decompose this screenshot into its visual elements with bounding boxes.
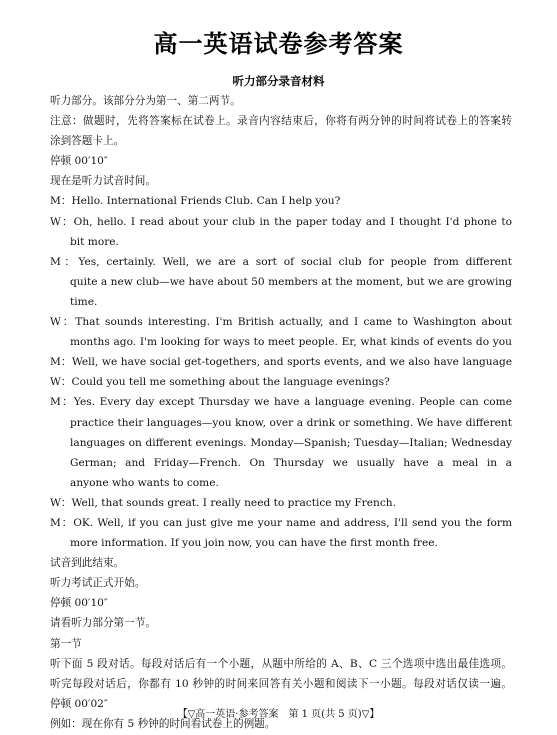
dialogue-line: W：Well, that sounds great. I really need to practice my French. — [50, 496, 396, 509]
dialogue-line: M：Hello. International Friends Club. Can I help you? — [50, 195, 341, 208]
text-line: 听下面 5 段对话。每段对话后有一个小题，从题中所给的 A、B、C 三个选项中选出最佳选项。 — [50, 657, 512, 670]
document-title: 高一英语试卷参考答案 — [153, 30, 404, 58]
document-body — [50, 91, 512, 734]
text-line: 听力部分。该部分分为第一、第二两节。 — [50, 95, 241, 107]
section-subtitle: 听力部分录音材料 — [232, 74, 325, 88]
dialogue-line: W：Could you tell me something about the language evenings? — [50, 376, 390, 389]
dialogue-line: quite a new club—we have about 50 members at the moment, but we are growing — [70, 275, 512, 288]
dialogue-line: months ago. I'm looking for ways to meet people. Er, what kinds of events do you — [70, 336, 512, 349]
text-line: 请看听力部分第一节。 — [50, 617, 156, 630]
dialogue-line: M：Yes. Every day except Thursday we have a language evening. People can come — [50, 396, 512, 409]
text-line: 停顿 00′10″ — [50, 597, 108, 610]
dialogue-line: bit more. — [70, 235, 119, 248]
dialogue-line: M：OK. Well, if you can just give me your name and address, I'll send you the form — [50, 516, 512, 529]
dialogue-line: languages on different evenings. Monday—Spanish; Tuesday—Italian; Wednesday — [70, 436, 512, 449]
text-line: 第一节 — [50, 637, 82, 650]
text-line: 例如：现在你有 5 秒钟的时间看试卷上的例题。 — [50, 717, 276, 730]
page-footer: 【▽高一英语·参考答案 第 1 页(共 5 页)▽】 — [177, 709, 380, 720]
dialogue-line: M：Yes, certainly. Well, we are a sort of social club for people from different — [50, 255, 512, 268]
text-line: 现在是听力试音时间。 — [50, 175, 156, 188]
text-line: 听完每段对话后，你都有 10 秒钟的时间来回答有关小题和阅读下一小题。每段对话仅读一遍。 — [50, 677, 512, 690]
text-line: 停顿 00′10″ — [50, 155, 108, 168]
text-line: 停顿 00′02″ — [50, 697, 108, 710]
dialogue-line: M：Well, we have social get-togethers, and sports events, and we also have language — [50, 356, 512, 369]
dialogue-line: W：That sounds interesting. I'm British actually, and I came to Washington about — [50, 316, 512, 329]
text-line: 试音到此结束。 — [50, 557, 125, 570]
text-line: 听力考试正式开始。 — [50, 577, 146, 590]
dialogue-line: practice their languages—you know, over a drink or something. We have different — [70, 416, 512, 429]
dialogue-line: German; and Friday—French. On Thursday we usually have a meal in a — [70, 456, 512, 469]
dialogue-line: time. — [70, 295, 98, 308]
text-line: 注意：做题时，先将答案标在试卷上。录音内容结束后，你将有两分钟的时间将试卷上的答案转 — [50, 115, 512, 128]
text-line: 涂到答题卡上。 — [50, 135, 125, 148]
dialogue-line: W：Oh, hello. I read about your club in the paper today and I thought I'd phone to — [50, 215, 512, 228]
dialogue-line: anyone who wants to come. — [70, 476, 219, 489]
dialogue-line: more information. If you join now, you can have the first month free. — [70, 537, 438, 550]
